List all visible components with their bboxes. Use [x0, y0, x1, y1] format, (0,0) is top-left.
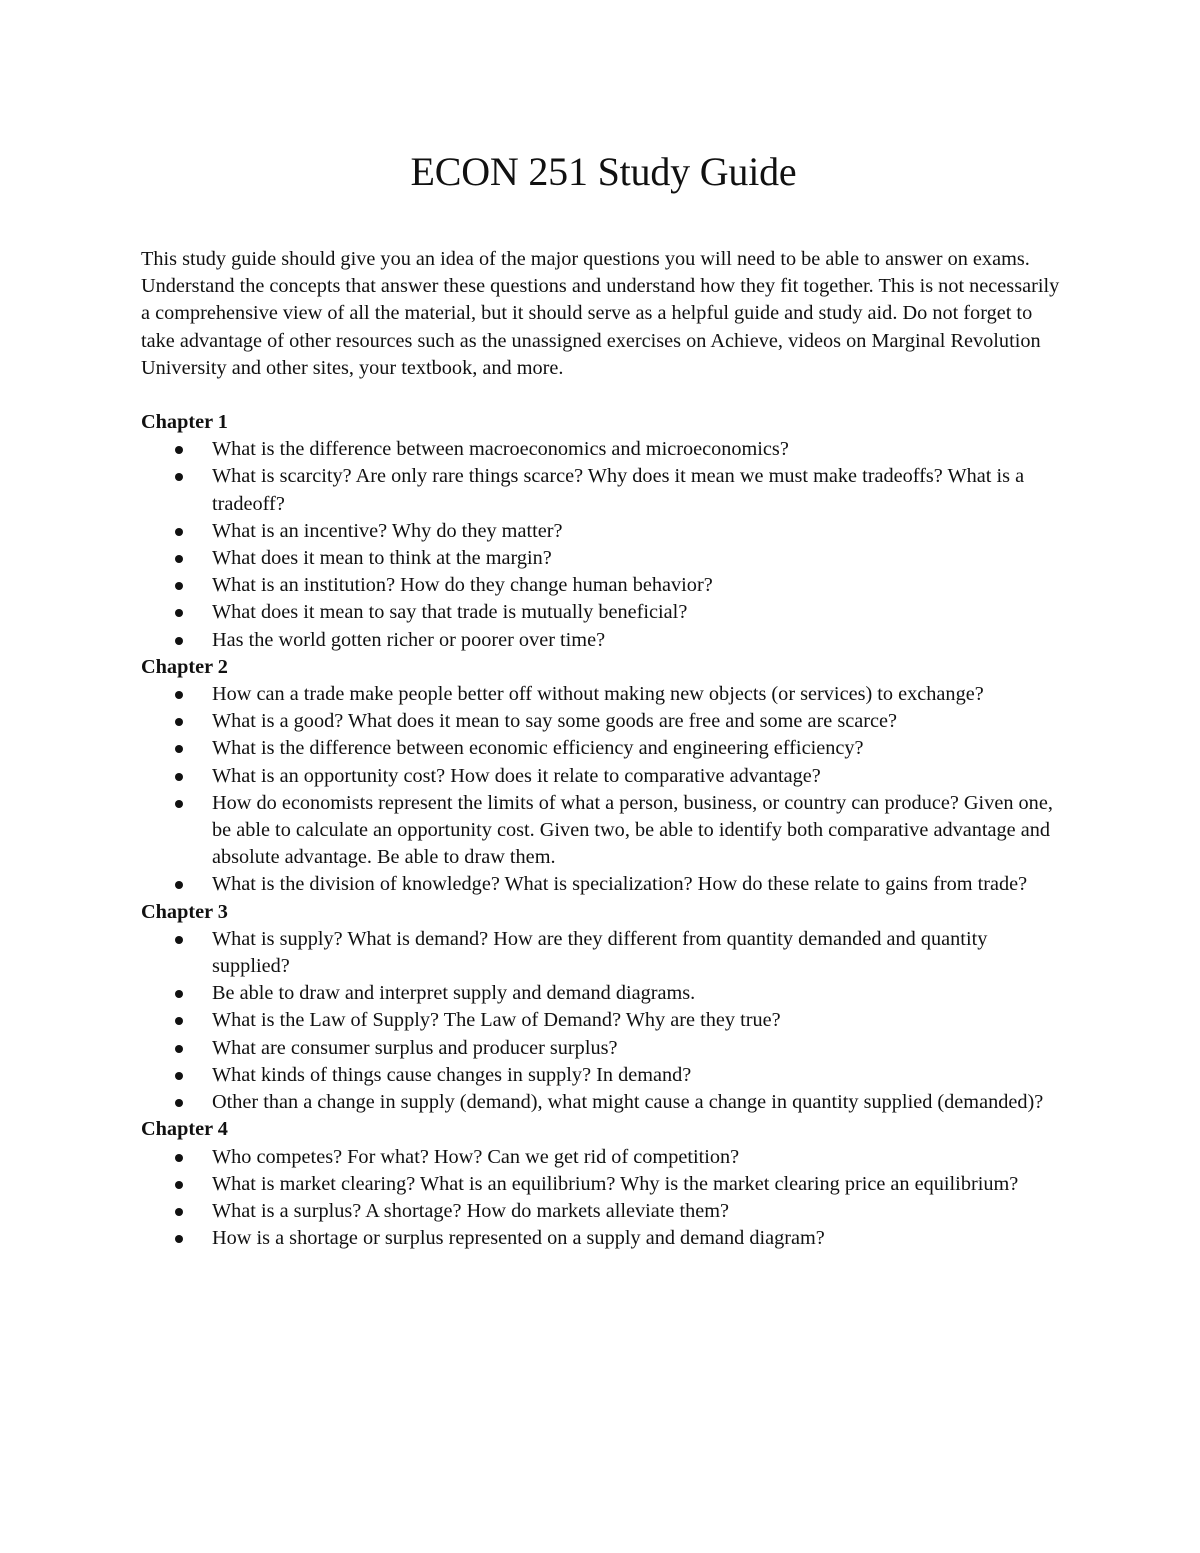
bullet-icon	[175, 473, 183, 481]
chapter-heading: Chapter 4	[141, 1118, 228, 1141]
question-text: What is supply? What is demand? How are they different from quantity demanded and quantity supplied?	[212, 927, 988, 978]
question-text: What is the difference between macroeconomics and microeconomics?	[212, 438, 789, 461]
question-text: What is a surplus? A shortage? How do markets alleviate them?	[212, 1199, 730, 1222]
question-text: What does it mean to say that trade is mutually beneficial?	[212, 601, 688, 624]
question-item	[141, 1089, 1066, 1116]
question-item	[141, 871, 1066, 898]
chapter-section	[141, 1116, 1066, 1252]
bullet-icon	[175, 637, 183, 645]
bullet-icon	[175, 609, 183, 617]
question-item	[141, 1062, 1066, 1089]
question-item	[141, 763, 1066, 790]
bullet-icon	[175, 1154, 183, 1162]
bullet-icon	[175, 1045, 183, 1053]
question-list	[141, 926, 1066, 1116]
bullet-icon	[175, 773, 183, 781]
question-item	[141, 1225, 1066, 1252]
question-text: What are consumer surplus and producer surplus?	[212, 1036, 618, 1059]
bullet-icon	[175, 691, 183, 699]
question-text: What is market clearing? What is an equilibrium? Why is the market clearing price an equilibrium?	[212, 1172, 1019, 1195]
question-text: How is a shortage or surplus represented on a supply and demand diagram?	[212, 1227, 825, 1250]
bullet-icon	[175, 936, 183, 944]
question-text: What is the Law of Supply? The Law of Demand? Why are they true?	[212, 1009, 781, 1032]
question-text: How can a trade make people better off without making new objects (or services) to exchange?	[212, 683, 984, 706]
question-item	[141, 518, 1066, 545]
bullet-icon	[175, 555, 183, 563]
question-text: What is an incentive? Why do they matter?	[212, 519, 563, 542]
question-item	[141, 463, 1066, 517]
question-list	[141, 436, 1066, 654]
question-text: What is scarcity? Are only rare things scarce? Why does it mean we must make tradeoffs? What is a tradeoff?	[212, 465, 1025, 515]
chapter-heading: Chapter 2	[141, 655, 228, 678]
bullet-icon	[175, 881, 183, 889]
question-item	[141, 1171, 1066, 1198]
intro-paragraph: This study guide should give you an idea of the major questions you will need to be able to answer on exams. Understand the concepts that answer these questions and understand how they fit together. This is not necessarily a comprehensive view of all the material, but it should serve as a helpful guide and study aid. Do not forget to take advantage of other resources such as the unassigned exercises on Achieve, videos on Marginal Revolution University and other sites, your textbook, and more.	[141, 248, 1060, 379]
bullet-icon	[175, 1017, 183, 1025]
question-text: What kinds of things cause changes in supply? In demand?	[212, 1063, 692, 1086]
question-item	[141, 708, 1066, 735]
bullet-icon	[175, 1181, 183, 1189]
chapter-section	[141, 899, 1066, 1117]
question-item	[141, 545, 1066, 572]
question-item	[141, 681, 1066, 708]
bullet-icon	[175, 718, 183, 726]
bullet-icon	[175, 446, 183, 454]
chapter-heading: Chapter 1	[141, 411, 228, 434]
question-text: Be able to draw and interpret supply and demand diagrams.	[212, 982, 696, 1005]
question-item	[141, 436, 1066, 463]
question-item	[141, 1144, 1066, 1171]
bullet-icon	[175, 1235, 183, 1243]
question-list	[141, 681, 1066, 899]
question-text: What is an institution? How do they change human behavior?	[212, 574, 713, 597]
question-text: What is the division of knowledge? What is specialization? How do these relate to gains from trade?	[212, 873, 1028, 896]
question-item	[141, 790, 1066, 872]
question-item	[141, 572, 1066, 599]
bullet-icon	[175, 1208, 183, 1216]
chapter-list	[141, 409, 1066, 1252]
question-text: What is an opportunity cost? How does it relate to comparative advantage?	[212, 764, 821, 787]
question-item	[141, 926, 1066, 980]
question-item	[141, 735, 1066, 762]
question-item	[141, 1198, 1066, 1225]
question-text: What does it mean to think at the margin?	[212, 547, 552, 570]
bullet-icon	[175, 582, 183, 590]
bullet-icon	[175, 990, 183, 998]
question-item	[141, 1035, 1066, 1062]
question-text: Who competes? For what? How? Can we get rid of competition?	[212, 1145, 740, 1168]
question-text: What is a good? What does it mean to say some goods are free and some are scarce?	[212, 710, 897, 733]
question-item	[141, 627, 1066, 654]
question-item	[141, 599, 1066, 626]
question-text: How do economists represent the limits of what a person, business, or country can produce? Given one, be able to calculate an opportunity cost. Given two, be able to identify both comparative advantage and absolute advantage. Be able to draw them.	[212, 791, 1053, 869]
chapter-section	[141, 409, 1066, 654]
document-title: ECON 251 Study Guide	[410, 149, 797, 194]
question-item	[141, 980, 1066, 1007]
question-list	[141, 1144, 1066, 1253]
chapter-section	[141, 654, 1066, 899]
document-page	[141, 148, 1066, 1252]
question-text: Has the world gotten richer or poorer over time?	[212, 628, 606, 651]
bullet-icon	[175, 1099, 183, 1107]
chapter-heading: Chapter 3	[141, 900, 228, 923]
question-text: Other than a change in supply (demand), what might cause a change in quantity supplied (demanded)?	[212, 1091, 1044, 1114]
bullet-icon	[175, 800, 183, 808]
bullet-icon	[175, 528, 183, 536]
bullet-icon	[175, 1072, 183, 1080]
question-text: What is the difference between economic efficiency and engineering efficiency?	[212, 737, 864, 760]
question-item	[141, 1007, 1066, 1034]
bullet-icon	[175, 745, 183, 753]
